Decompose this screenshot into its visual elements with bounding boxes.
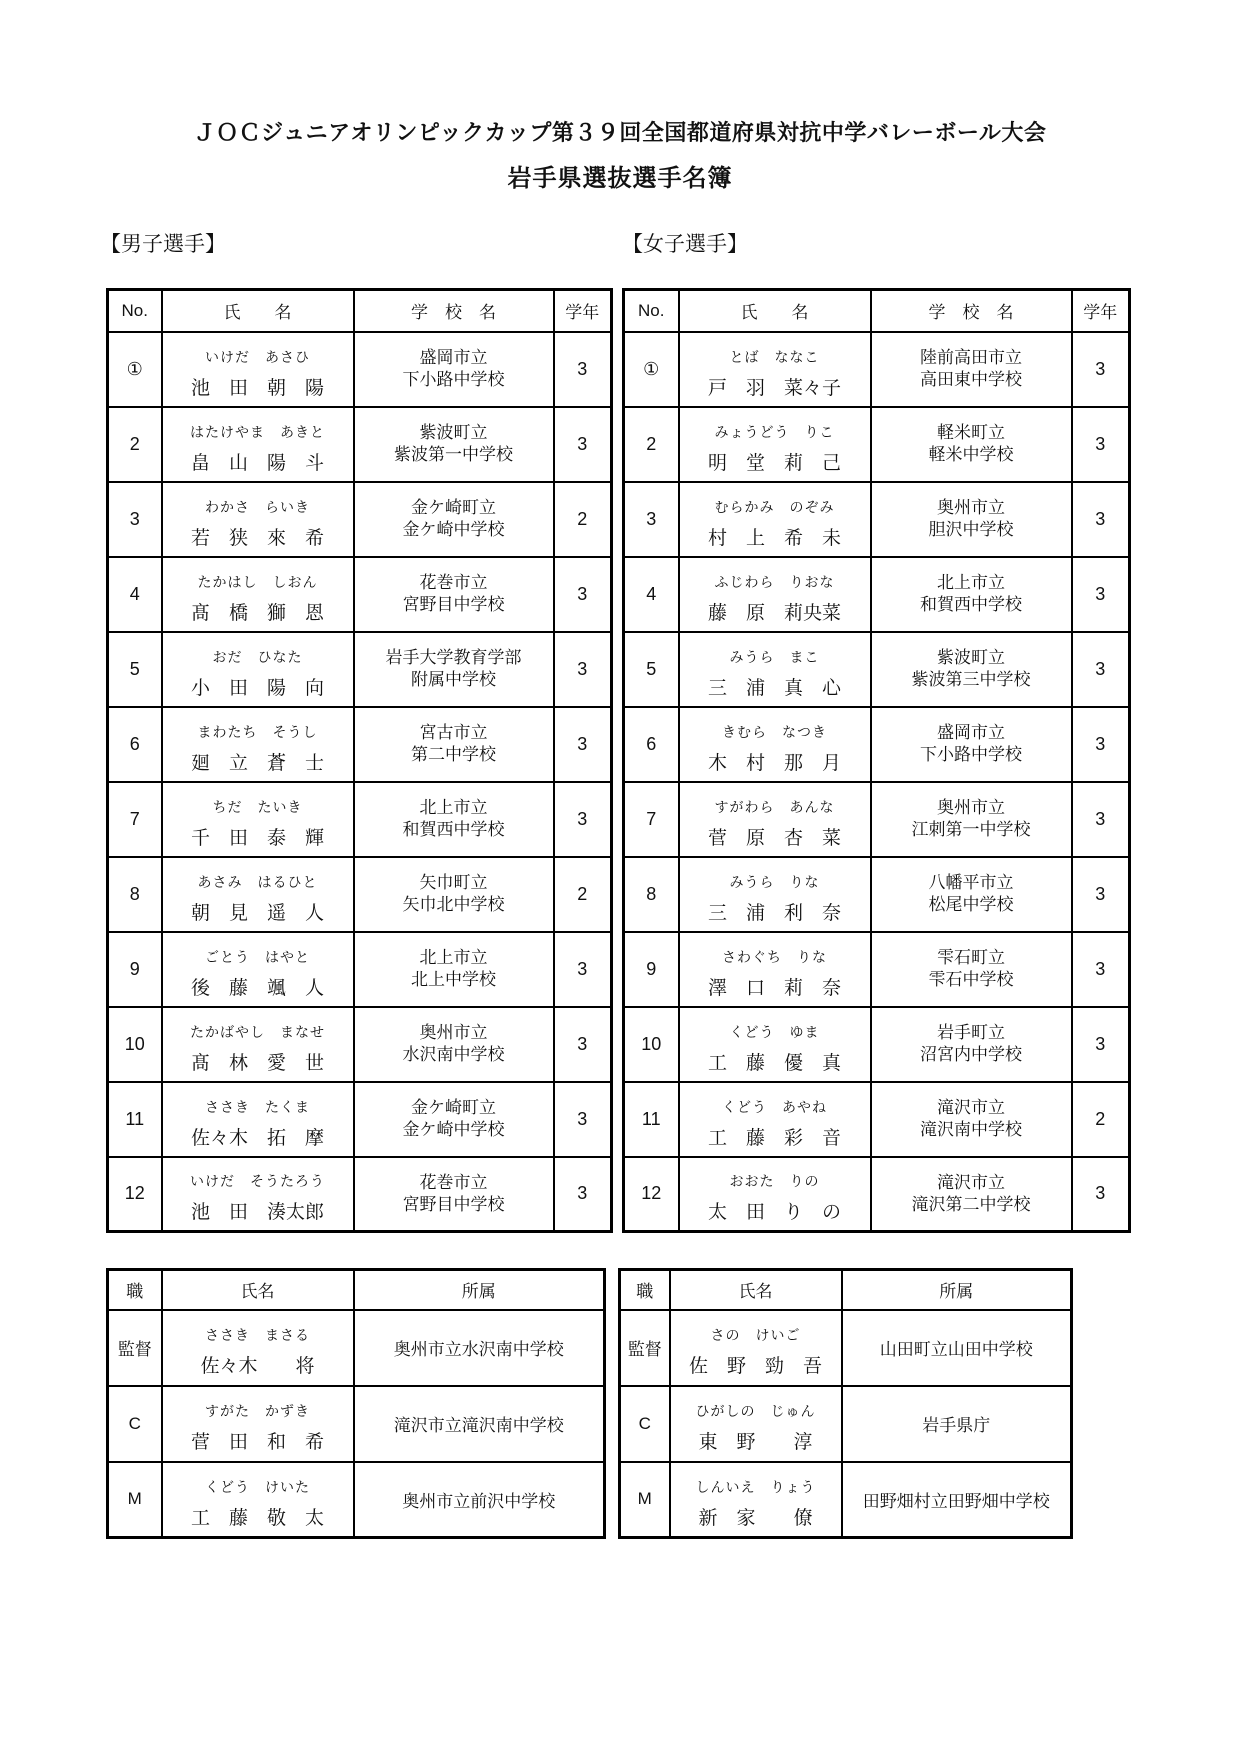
player-school-line1: 矢巾町立: [419, 872, 488, 892]
player-school-line1: 北上市立: [419, 797, 488, 817]
player-school-line2: 滝沢南中学校: [920, 1120, 1022, 1139]
player-name-cell: [162, 857, 354, 932]
player-school-line2: 金ケ崎中学校: [402, 1120, 505, 1139]
player-grade: 3: [1072, 782, 1130, 857]
player-school-cell: [871, 407, 1072, 482]
player-number: 11: [108, 1082, 162, 1157]
boys-section-label: 【男子選手】: [100, 233, 226, 256]
player-name: 工 藤 彩 音: [707, 1127, 841, 1149]
player-grade: 3: [1072, 632, 1130, 707]
staff-furigana: しんいえ りょう: [695, 1478, 816, 1495]
player-name: 畠 山 陽 斗: [190, 452, 324, 474]
player-number: 12: [108, 1157, 162, 1232]
player-school-line2: 紫波第三中学校: [911, 670, 1031, 689]
player-school-cell: [354, 782, 554, 857]
girls-player-row: [624, 782, 1130, 857]
player-furigana: はたけやま あきと: [190, 423, 325, 440]
staff-name: 佐 野 勁 吾: [688, 1356, 822, 1377]
player-name-cell: [679, 482, 871, 557]
player-furigana: あさみ はるひと: [197, 873, 318, 890]
staff-name-cell: [162, 1310, 354, 1386]
player-furigana: たかばやし まなせ: [190, 1023, 325, 1040]
girls-section-label: 【女子選手】: [622, 233, 748, 256]
document-title: ＪＯＣジュニアオリンピックカップ第３９回全国都道府県対抗中学バレーボール大会: [193, 120, 1047, 145]
player-grade: 3: [1072, 857, 1130, 932]
player-number: 8: [108, 857, 162, 932]
boys-header-grade: 学年: [554, 290, 612, 332]
player-name-cell: [162, 1157, 354, 1232]
staff-name: 工 藤 敬 太: [190, 1507, 324, 1529]
player-name-cell: [162, 482, 354, 557]
girls-staff-header-row: [620, 1270, 1072, 1310]
player-name-cell: [162, 1007, 354, 1082]
player-furigana: すがわら あんな: [714, 798, 835, 815]
player-school-line1: 奥州市立: [937, 497, 1005, 517]
player-school-line1: 盛岡市立: [937, 722, 1005, 742]
staff-affiliation: 奥州市立水沢南中学校: [354, 1310, 605, 1386]
boys-staff-header-affiliation: 所属: [354, 1270, 605, 1310]
player-grade: 3: [554, 1007, 612, 1082]
staff-name: 東 野 淳: [698, 1432, 813, 1453]
player-number: 5: [624, 632, 679, 707]
boys-player-row: [108, 1082, 612, 1157]
player-name-cell: [162, 932, 354, 1007]
player-school-line2: 松尾中学校: [928, 895, 1014, 914]
player-name: 小 田 陽 向: [190, 677, 324, 699]
player-number: 9: [624, 932, 679, 1007]
player-number: 7: [624, 782, 679, 857]
player-school-line2: 沼宮内中学校: [920, 1045, 1022, 1064]
girls-player-row: [624, 1082, 1130, 1157]
player-name: 廻 立 蒼 士: [190, 752, 324, 774]
player-school-line2: 和賀西中学校: [402, 820, 505, 839]
player-school-cell: [354, 332, 554, 407]
boys-header-no: No.: [108, 290, 162, 332]
player-school-line2: 雫石中学校: [928, 970, 1014, 989]
player-school-line2: 附属中学校: [411, 670, 496, 689]
player-school-line2: 江刺第一中学校: [911, 820, 1031, 839]
boys-player-row: [108, 932, 612, 1007]
player-school-line2: 第二中学校: [411, 745, 496, 764]
player-school-line1: 金ケ崎町立: [411, 1097, 496, 1117]
player-school-line1: 八幡平市立: [928, 872, 1014, 892]
player-number: 10: [108, 1007, 162, 1082]
boys-staff-row: [108, 1310, 605, 1386]
player-name: 藤 原 莉央菜: [707, 602, 841, 624]
girls-player-row: [624, 932, 1130, 1007]
player-school-line1: 滝沢市立: [937, 1097, 1005, 1117]
player-grade: 2: [554, 482, 612, 557]
player-number: 4: [108, 557, 162, 632]
girls-staff-header-affiliation: 所属: [842, 1270, 1072, 1310]
player-furigana: とば ななこ: [729, 348, 820, 365]
player-grade: 3: [1072, 707, 1130, 782]
boys-player-row: [108, 482, 612, 557]
player-school-cell: [354, 707, 554, 782]
player-name-cell: [162, 632, 354, 707]
player-furigana: いけだ あさひ: [205, 348, 310, 365]
player-furigana: くどう ゆま: [729, 1023, 820, 1040]
player-school-line2: 矢巾北中学校: [402, 895, 505, 914]
staff-affiliation: 岩手県庁: [842, 1386, 1072, 1462]
staff-furigana: ひがしの じゅん: [695, 1403, 816, 1419]
player-furigana: くどう あやね: [722, 1098, 827, 1115]
boys-player-row: [108, 1007, 612, 1082]
player-grade: 3: [554, 1082, 612, 1157]
player-name: 髙 林 愛 世: [190, 1052, 324, 1074]
player-school-line1: 奥州市立: [937, 797, 1005, 817]
player-number: 6: [108, 707, 162, 782]
boys-staff-table: [106, 1268, 606, 1539]
player-school-line1: 宮古市立: [419, 722, 488, 742]
player-name-cell: [679, 1082, 871, 1157]
player-name-cell: [162, 407, 354, 482]
girls-player-row: [624, 857, 1130, 932]
player-grade: 3: [554, 407, 612, 482]
player-name-cell: [162, 332, 354, 407]
player-school-line1: 滝沢市立: [937, 1172, 1005, 1192]
staff-furigana: さの けいご: [710, 1327, 801, 1343]
player-name: 太 田 り の: [707, 1202, 841, 1224]
player-name: 三 浦 真 心: [707, 677, 841, 699]
boys-player-row: [108, 557, 612, 632]
player-school-line1: 雫石町立: [937, 947, 1005, 967]
girls-player-row: [624, 632, 1130, 707]
player-school-line2: 北上中学校: [411, 970, 496, 989]
player-grade: 3: [554, 557, 612, 632]
girls-staff-row: [620, 1462, 1072, 1538]
player-school-line2: 紫波第一中学校: [394, 445, 513, 464]
player-furigana: きむら なつき: [722, 723, 827, 740]
player-grade: 3: [554, 707, 612, 782]
player-number: 12: [624, 1157, 679, 1232]
player-number: 3: [624, 482, 679, 557]
player-school-cell: [871, 782, 1072, 857]
player-grade: 3: [554, 782, 612, 857]
player-name: 菅 原 杏 菜: [707, 827, 841, 849]
player-name-cell: [162, 557, 354, 632]
boys-player-row: [108, 332, 612, 407]
boys-player-row: [108, 1157, 612, 1232]
girls-player-row: [624, 407, 1130, 482]
player-furigana: みうら りな: [729, 873, 820, 890]
player-school-line1: 盛岡市立: [419, 347, 488, 367]
staff-name-cell: [670, 1310, 842, 1386]
player-furigana: さわぐち りな: [722, 948, 827, 965]
player-school-line2: 金ケ崎中学校: [402, 520, 505, 539]
player-school-cell: [354, 632, 554, 707]
staff-role: 監督: [108, 1310, 162, 1386]
boys-staff-header-role: 職: [108, 1270, 162, 1310]
staff-name: 菅 田 和 希: [190, 1432, 324, 1453]
player-grade: 3: [1072, 332, 1130, 407]
player-number: 2: [624, 407, 679, 482]
player-school-cell: [871, 1082, 1072, 1157]
player-school-line2: 高田東中学校: [920, 370, 1022, 389]
player-name-cell: [679, 707, 871, 782]
player-furigana: むらかみ のぞみ: [714, 498, 835, 515]
player-school-cell: [871, 482, 1072, 557]
player-number: ①: [108, 332, 162, 407]
player-school-line2: 下小路中学校: [402, 370, 505, 389]
staff-furigana: くどう けいた: [205, 1478, 310, 1495]
player-grade: 3: [1072, 932, 1130, 1007]
player-furigana: いけだ そうたろう: [190, 1173, 325, 1190]
player-name-cell: [679, 782, 871, 857]
boys-player-row: [108, 407, 612, 482]
player-name: 後 藤 颯 人: [190, 977, 324, 999]
player-school-line2: 胆沢中学校: [928, 520, 1014, 539]
player-school-cell: [871, 1007, 1072, 1082]
player-name-cell: [679, 557, 871, 632]
player-furigana: わかさ らいき: [205, 498, 310, 515]
staff-furigana: すがた かずき: [205, 1403, 310, 1419]
player-furigana: みょうどう りこ: [714, 423, 835, 440]
staff-affiliation: 奥州市立前沢中学校: [354, 1462, 605, 1538]
player-school-cell: [354, 1082, 554, 1157]
player-school-cell: [354, 932, 554, 1007]
staff-role: C: [108, 1386, 162, 1462]
player-name-cell: [679, 1007, 871, 1082]
player-school-line2: 下小路中学校: [920, 745, 1022, 764]
player-school-cell: [354, 407, 554, 482]
staff-role: M: [620, 1462, 670, 1538]
staff-affiliation: 田野畑村立田野畑中学校: [842, 1462, 1072, 1538]
staff-name: 新 家 僚: [698, 1507, 813, 1529]
player-number: 4: [624, 557, 679, 632]
player-name: 明 堂 莉 己: [707, 452, 841, 474]
player-number: 5: [108, 632, 162, 707]
player-school-cell: [354, 557, 554, 632]
player-school-line1: 軽米町立: [937, 422, 1005, 442]
player-number: 2: [108, 407, 162, 482]
girls-staff-row: [620, 1386, 1072, 1462]
staff-name-cell: [162, 1386, 354, 1462]
player-school-cell: [871, 857, 1072, 932]
player-furigana: おおた りの: [729, 1173, 820, 1190]
player-number: 3: [108, 482, 162, 557]
player-furigana: ふじわら りおな: [714, 573, 835, 590]
player-number: 8: [624, 857, 679, 932]
player-furigana: おだ ひなた: [212, 648, 303, 665]
player-grade: 3: [1072, 1157, 1130, 1232]
player-grade: 3: [1072, 407, 1130, 482]
girls-header-no: No.: [624, 290, 679, 332]
boys-header-row: [108, 290, 612, 332]
player-furigana: まわたち そうし: [197, 723, 318, 740]
player-school-cell: [354, 857, 554, 932]
girls-roster-table: [622, 288, 1131, 1233]
boys-staff-row: [108, 1462, 605, 1538]
player-grade: 3: [1072, 557, 1130, 632]
staff-role: 監督: [620, 1310, 670, 1386]
player-name: 佐々木 拓 摩: [190, 1127, 324, 1149]
player-name: 工 藤 優 真: [707, 1052, 841, 1074]
boys-roster-table: [106, 288, 613, 1233]
player-school-line1: 紫波町立: [937, 647, 1005, 667]
player-name-cell: [679, 332, 871, 407]
staff-name-cell: [670, 1386, 842, 1462]
player-school-line1: 岩手大学教育学部: [385, 647, 522, 667]
player-grade: 2: [1072, 1082, 1130, 1157]
player-name: 若 狭 來 希: [190, 527, 324, 549]
boys-player-row: [108, 857, 612, 932]
girls-player-row: [624, 482, 1130, 557]
player-name-cell: [679, 857, 871, 932]
player-name: 澤 口 莉 奈: [707, 977, 841, 999]
player-grade: 3: [1072, 1007, 1130, 1082]
staff-affiliation: 山田町立山田中学校: [842, 1310, 1072, 1386]
player-school-cell: [871, 707, 1072, 782]
player-furigana: みうら まこ: [729, 648, 820, 665]
girls-staff-row: [620, 1310, 1072, 1386]
player-furigana: ごとう はやと: [205, 948, 310, 965]
player-school-line1: 北上市立: [937, 572, 1005, 592]
player-school-cell: [871, 1157, 1072, 1232]
player-school-cell: [354, 482, 554, 557]
staff-role: M: [108, 1462, 162, 1538]
girls-header-grade: 学年: [1072, 290, 1130, 332]
player-grade: 3: [554, 932, 612, 1007]
player-name-cell: [679, 1157, 871, 1232]
boys-staff-header-row: [108, 1270, 605, 1310]
player-school-line2: 水沢南中学校: [402, 1045, 505, 1064]
player-name-cell: [679, 632, 871, 707]
player-school-line1: 奥州市立: [419, 1022, 488, 1042]
player-name-cell: [162, 782, 354, 857]
player-school-line2: 宮野目中学校: [402, 1194, 505, 1214]
girls-player-row: [624, 332, 1130, 407]
boys-player-row: [108, 632, 612, 707]
staff-name-cell: [670, 1462, 842, 1538]
player-school-line1: 花巻市立: [419, 1172, 488, 1192]
girls-player-row: [624, 557, 1130, 632]
document-subtitle: 岩手県選抜選手名簿: [507, 165, 733, 192]
player-school-line1: 北上市立: [419, 947, 488, 967]
player-grade: 3: [554, 632, 612, 707]
player-number: 11: [624, 1082, 679, 1157]
player-name-cell: [679, 932, 871, 1007]
player-number: ①: [624, 332, 679, 407]
girls-staff-header-role: 職: [620, 1270, 670, 1310]
boys-header-name: 氏 名: [162, 290, 354, 332]
player-name: 池 田 朝 陽: [190, 377, 324, 399]
player-school-line1: 岩手町立: [937, 1022, 1005, 1042]
staff-affiliation: 滝沢市立滝沢南中学校: [354, 1386, 605, 1462]
player-furigana: たかはし しおん: [197, 573, 318, 590]
player-school-line2: 滝沢第二中学校: [911, 1194, 1031, 1214]
player-school-line2: 和賀西中学校: [920, 595, 1022, 614]
boys-player-row: [108, 707, 612, 782]
girls-header-school: 学 校 名: [871, 290, 1072, 332]
staff-furigana: ささき まさる: [205, 1327, 310, 1343]
player-number: 7: [108, 782, 162, 857]
staff-role: C: [620, 1386, 670, 1462]
player-name: 千 田 泰 輝: [190, 827, 324, 849]
girls-player-row: [624, 707, 1130, 782]
player-school-line2: 宮野目中学校: [402, 595, 505, 614]
player-school-cell: [354, 1007, 554, 1082]
player-furigana: ちだ たいき: [212, 798, 303, 815]
player-name: 村 上 希 未: [707, 527, 841, 549]
player-school-line1: 金ケ崎町立: [411, 497, 496, 517]
player-furigana: ささき たくま: [205, 1098, 310, 1115]
boys-staff-header-name: 氏名: [162, 1270, 354, 1310]
player-school-cell: [871, 332, 1072, 407]
player-name: 池 田 湊太郎: [190, 1202, 324, 1224]
player-name: 木 村 那 月: [707, 752, 841, 774]
boys-staff-row: [108, 1386, 605, 1462]
player-grade: 3: [1072, 482, 1130, 557]
player-school-cell: [871, 932, 1072, 1007]
player-school-cell: [871, 557, 1072, 632]
girls-header-row: [624, 290, 1130, 332]
player-school-line1: 陸前高田市立: [920, 347, 1022, 367]
player-school-line2: 軽米中学校: [928, 445, 1014, 464]
boys-header-school: 学 校 名: [354, 290, 554, 332]
girls-player-row: [624, 1157, 1130, 1232]
player-name: 髙 橋 獅 恩: [190, 602, 324, 624]
player-name: 戸 羽 菜々子: [707, 377, 841, 399]
player-number: 6: [624, 707, 679, 782]
player-grade: 2: [554, 857, 612, 932]
player-name-cell: [162, 1082, 354, 1157]
staff-name-cell: [162, 1462, 354, 1538]
player-school-cell: [354, 1157, 554, 1232]
player-grade: 3: [554, 332, 612, 407]
player-grade: 3: [554, 1157, 612, 1232]
girls-staff-header-name: 氏名: [670, 1270, 842, 1310]
player-school-line1: 紫波町立: [419, 422, 488, 442]
player-number: 10: [624, 1007, 679, 1082]
player-name: 三 浦 利 奈: [707, 902, 841, 924]
player-school-line1: 花巻市立: [419, 572, 488, 592]
player-name: 朝 見 遥 人: [190, 902, 324, 924]
player-school-cell: [871, 632, 1072, 707]
staff-name: 佐々木 将: [200, 1356, 315, 1377]
player-name-cell: [162, 707, 354, 782]
girls-player-row: [624, 1007, 1130, 1082]
boys-player-row: [108, 782, 612, 857]
girls-staff-table: [618, 1268, 1073, 1539]
player-number: 9: [108, 932, 162, 1007]
player-name-cell: [679, 407, 871, 482]
girls-header-name: 氏 名: [679, 290, 871, 332]
